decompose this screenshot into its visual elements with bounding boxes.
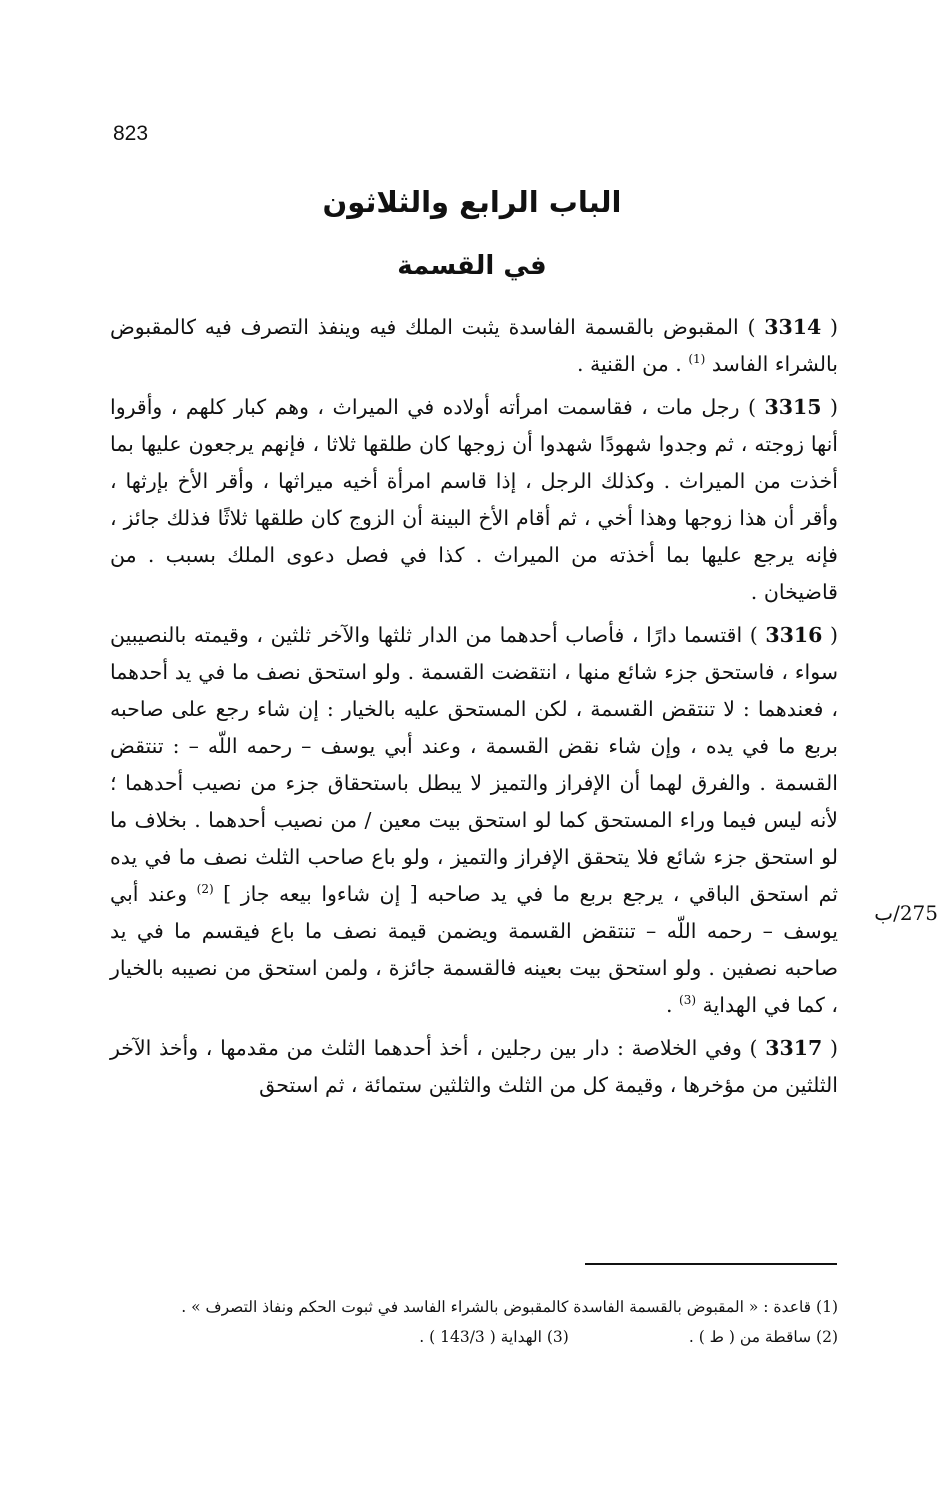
entry-3314: ( 3314 ) المقبوض بالقسمة الفاسدة يثبت الملك فيه وينفذ التصرف فيه كالمقبوض بالشراء الفاسد $^{(1)}$ . من القنية . <box>110 315 838 376</box>
footnote-1: (1) قاعدة : « المقبوض بالقسمة الفاسدة كالمقبوض بالشراء الفاسد في ثبوت الحكم ونفاذ التصرف » . <box>181 1298 838 1316</box>
chapter-title: الباب الرابع والثلاثون <box>322 185 622 219</box>
entry-number: 3315 <box>764 395 822 419</box>
entry-text: ) اقتسما دارًا ، فأصاب أحدهما من الدار ثلثها والآخر ثلثين ، وقيمته بالنصيبين سواء ، فاستحق جزء شائع منها ، انتقضت القسمة . ولو استحق نصف ما في يد أحدهما ، فعندهما : لا تنتقض القسمة ، لكن المستحق عليه بالخيار : إن شاء رجع على صاحبه بربع ما في يده ، وإن شاء نقض القسمة ، وعند أبي يوسف – رحمه اللّه – : تنتقض القسمة . والفرق لهما أن الإفراز والتميز لا يبطل باستحقاق جزء من نصيب أحدهما ؛ لأنه ليس فيما وراء المستحق كما لو استحق بيت معين / من نصيب أحدهما . بخلاف ما لو استحق جزء شائع فلا يتحقق الإفراز والتميز ، ولو باع صاحب الثلث نصف ما في يده ثم استحق الباقي ، يرجع بربع ما في يد صاحبه [ إن شاءوا بيعه جاز ] <box>110 623 838 906</box>
entry-text-end: . <box>665 993 680 1017</box>
entry-3317: ( 3317 ) وفي الخلاصة : دار بين رجلين ، أخذ أحدهما الثلث من مقدمها ، وأخذ الآخر الثلثين من مؤخرها ، وقيمة كل من الثلث والثلثين ستمائة ، ثم استحق <box>110 1036 839 1097</box>
footnote-row <box>110 1322 838 1352</box>
entry-text-end: . من القنية . <box>576 352 689 376</box>
chapter-subtitle: في القسمة <box>397 251 547 281</box>
footnote-ref: (2) <box>196 882 214 897</box>
entry-number: 3317 <box>765 1036 823 1060</box>
footnote-3: (3) الهداية ( 143/3 ) . <box>419 1328 569 1346</box>
footnote-ref: (3) <box>679 993 697 1008</box>
entry-number: 3314 <box>764 315 822 339</box>
entry-text: ) وفي الخلاصة : دار بين رجلين ، أخذ أحدهما الثلث من مقدمها ، وأخذ الآخر الثلثين من مؤخرها ، وقيمة كل من الثلث والثلثين ستمائة ، ثم استحق <box>110 1036 838 1097</box>
body-text <box>110 309 838 1110</box>
footnote-2: (2) ساقطة من ( ط ) . <box>688 1328 838 1346</box>
manuscript-folio-marker: 275/ب <box>874 901 938 925</box>
entry-text-mid: وعند أبي يوسف – رحمه اللّه – تنتقض القسمة ويضمن قيمة نصف ما باع فيقسم ما في يد صاحبه نصفين . ولو استحق بيت بعينه فالقسمة جائزة ، ولمن استحق من نصيبه بالخيار ، كما في الهداية <box>110 882 838 1017</box>
entry-text: ) رجل مات ، فقاسمت امرأته أولاده في الميراث ، وهم كبار كلهم ، وأقروا أنها زوجته ، ثم وجدوا شهودًا شهدوا أن زوجها كان طلقها ثلاثا ، فإنهم يرجعون عليها بما أخذت من الميراث . وكذلك الرجل ، إذا قاسم امرأة أخيه ميراثها ، وأقر الأخ بإرثها ، وأقر أن هذا زوجها وهذا أخي ، ثم أقام الأخ البينة أن الزوج كان طلقها ثلاثًا فذلك جائز ، فإنه يرجع عليها بما أخذته من الميراث . كذا في فصل دعوى الملك بسبب . من قاضيخان . <box>110 395 838 604</box>
footnote-ref: (1) <box>688 352 706 367</box>
page-number: 823 <box>113 122 149 145</box>
footnote-divider <box>585 1263 837 1265</box>
entry-number: 3316 <box>765 623 823 647</box>
entry-3316: ( 3316 ) اقتسما دارًا ، فأصاب أحدهما من الدار ثلثها والآخر ثلثين ، وقيمته بالنصيبين سواء ، فاستحق جزء شائع منها ، انتقضت القسمة . ولو استحق نصف ما في يد أحدهما ، فعندهما : لا تنتقض القسمة ، لكن المستحق عليه بالخيار : إن شاء رجع على صاحبه بربع ما في يده ، وإن شاء نقض القسمة ، وعند أبي يوسف – رحمه اللّه – : تنتقض القسمة . والفرق لهما أن الإفراز والتميز لا يبطل باستحقاق جزء من نصيب أحدهما ؛ لأنه ليس فيما وراء المستحق كما لو استحق بيت معين / من نصيب أحدهما . بخلاف ما لو استحق جزء شائع فلا يتحقق الإفراز والتميز ، ولو باع صاحب الثلث نصف ما في يده ثم استحق الباقي ، يرجع بربع ما في يد صاحبه [ إن شاءوا بيعه جاز ] $^{(2)}$ وعند أبي يوسف – رحمه اللّه – تنتقض القسمة ويضمن قيمة نصف ما باع فيقسم ما في يد صاحبه نصفين . ولو استحق بيت بعينه فالقسمة جائزة ، ولمن استحق من نصيبه بالخيار ، كما في الهداية $^{(3)}$ . <box>110 623 839 1017</box>
entry-3315: ( 3315 ) رجل مات ، فقاسمت امرأته أولاده في الميراث ، وهم كبار كلهم ، وأقروا أنها زوجته ، ثم وجدوا شهودًا شهدوا أن زوجها كان طلقها ثلاثا ، فإنهم يرجعون عليها بما أخذت من الميراث . وكذلك الرجل ، إذا قاسم امرأة أخيه ميراثها ، وأقر الأخ بإرثها ، وأقر أن هذا زوجها وهذا أخي ، ثم أقام الأخ البينة أن الزوج كان طلقها ثلاثًا فذلك جائز ، فإنه يرجع عليها بما أخذته من الميراث . كذا في فصل دعوى الملك بسبب . من قاضيخان . <box>110 395 839 604</box>
entry-text: ) المقبوض بالقسمة الفاسدة يثبت الملك فيه وينفذ التصرف فيه كالمقبوض بالشراء الفاسد <box>110 315 838 376</box>
footnotes <box>110 1292 838 1352</box>
